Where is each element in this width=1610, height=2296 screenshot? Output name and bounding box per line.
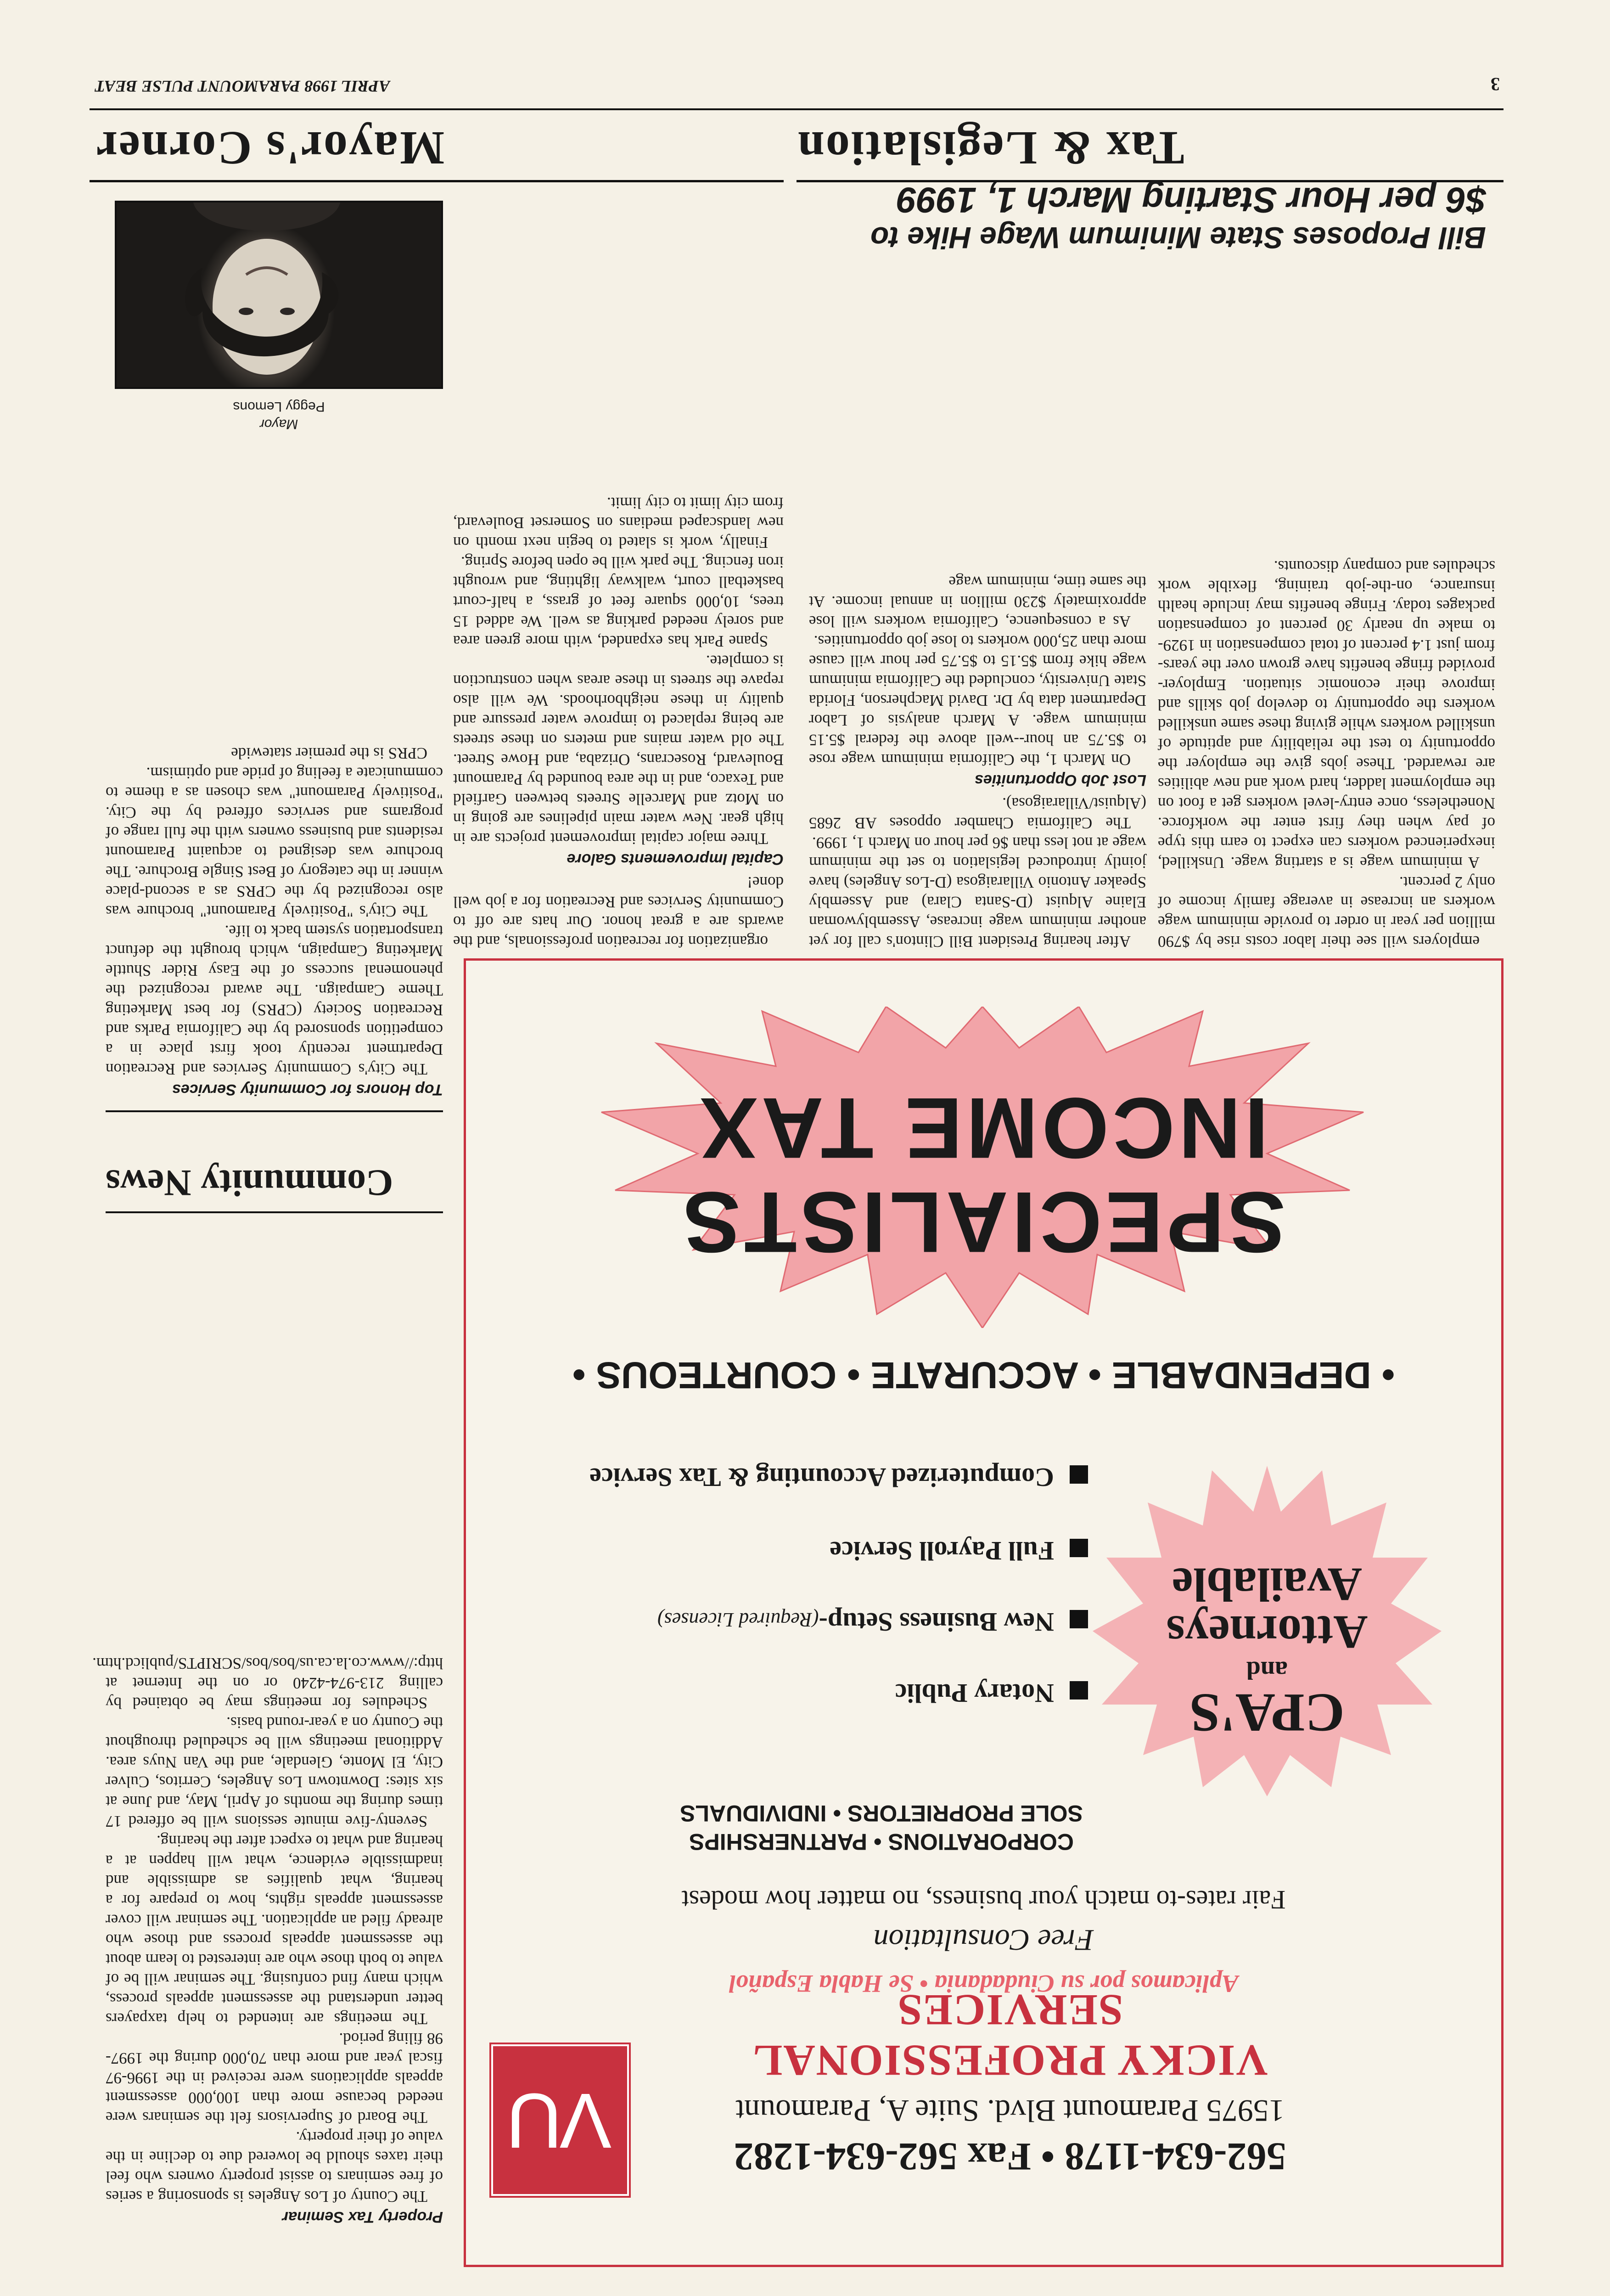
tax-column-2 [1158,557,1495,951]
page-number: 3 [1491,74,1500,95]
cpa-line-2: and [1246,1656,1288,1684]
clients-block [583,1799,1180,1856]
tax-section-title: Tax & Legislation [797,122,1184,174]
consultation-text: Free Consultation [873,1923,1094,1957]
tax-paragraph: After hearing President Bill Clinton's call for yet another minimum wage increase, Assemblywoman Elaine Alquist (D-Santa Clara) and Assembly Speaker Antonio Villaraigosa (D-Los Angeles) have jointly introduced legislation to set the minimum wage at not less than $6 per hour on March 1, 1999. [809,834,1146,951]
tax-paragraph: As a consequence, California workers will lose approximately $230 million in annual income. At the same time, minimum wage [809,573,1146,630]
mayor-caption-name: Peggy Lemons [233,399,325,414]
community-title-rule [106,1110,443,1112]
company-address: 15975 Paramount Blvd. Suite A, Paramount [735,2093,1285,2128]
community-kicker: Property Tax Seminar [282,2208,443,2226]
company-phone: 562-634-1178 • Fax 562-634-1282 [734,2135,1286,2179]
bullet-square-icon [1070,1539,1088,1557]
mayor-photo [115,201,443,389]
service-item: Computerized Accounting & Tax Service [589,1461,1088,1493]
mayor-kicker-capital: Capital Improvements Galore [567,850,784,868]
tagline: • DEPENDABLE • ACCURATE • COURTEOUS • [572,1354,1395,1396]
mayor-paragraph: Spane Park has expanded, with more green area and sorely needed parking as well. We added 15 trees, 10,000 square feet of grass, a half-court basketball court, walkway lighting, and wrought iron fencing. The park will be open before Spring. [453,553,784,650]
headline-specialists: SPECIALISTS [679,1174,1286,1271]
cpa-line-4: Available [1172,1558,1363,1611]
mayor-paragraph: CPRS is the premier statewide [231,744,427,762]
community-top-rule [106,1211,443,1213]
cpa-line-3: Attorneys [1166,1606,1368,1659]
mayor-paragraph: Finally, work is slated to begin next month on new landscaped medians on Somerset Boulevard, from city limit to city limit. [453,494,784,551]
bullet-square-icon [1070,1610,1088,1628]
mayor-paragraph: organization for recreation professionals, and the awards are a great honor. Our hats are off to Community Services and Recreation for a job well done! [453,873,784,951]
tax-paragraph: On March 1, the California minimum wage rose to $5.75 an hour--well above the federal $5.15 minimum wage. A March analysis of Labor Department data by Dr. David Macpherson, Florida State University, concluded the California minimum wage hike from $5.15 to $5.75 per hour will cause more than 25,000 workers to lose job opportunities. [809,632,1146,769]
community-paragraph: The County of Los Angeles is sponsoring a series of free seminars to assist property owners who feel their taxes should be lowered due to decline in the value of their property. [106,2128,443,2206]
tax-kicker: Lost Job Opportunities [975,771,1146,789]
community-paragraph: Seventy-five minute sessions will be offered 17 times during the months of April, May, and June at six sites: Downtown Los Angeles, Cerritos, Culver City, El Monte, Glendale, and the Van Nuys area. Additional meetings will be scheduled throughout the County on a year-round basis. [106,1714,443,1830]
headline-income-tax: INCOME TAX [696,1080,1269,1176]
service-item: New Business Setup-(Required Licenses) [657,1604,1088,1638]
mayor-paragraph: Three major capital improvement projects are in high gear. New water main pipelines are going in on Motz and Marcelle Streets between Garfield and Texaco, and in the area bounded by Paramount Boulevard, Rosecrans, Orizaba, and Howe Street. The old water mains and meters on these streets are being replaced to improve water pressure and quality in these neighborhoods. We will also repave the streets in these areas when construction is complete. [453,652,784,848]
mayor-kicker-honors: Top Honors for Community Services [172,1081,443,1098]
tax-column-1 [809,572,1146,951]
community-paragraph: The meetings are intended to help taxpayers better understand the assessment appeals process, which many find confusing. The seminar will be of value to both those who are interested to learn about the assessment appeals process and those who already filed an application. The seminar will cover assessment appeals rights, how to prepare for a hearing, what qualifies as admissible and inadmissible evidence, what will happen at a hearing and what to expect after the hearing. [106,1832,443,2028]
community-paragraph: The Board of Supervisors felt the seminars were needed because more than 100,000 assessment appeals applications were received in the 1996-97 fiscal year and more than 70,000 during the 1997-98 filing period. [106,2030,443,2127]
tax-paragraph: employers will see their labor costs rise by $790 million per year in order to provide minimum wage workers an increase in average family income of only 2 percent. [1158,873,1495,951]
tax-headline-line-1: Bill Proposes State Minimum Wage Hike to [870,221,1486,255]
cpa-text [1093,1558,1442,1744]
bullet-square-icon [1070,1681,1088,1699]
community-column [92,1654,443,2230]
rates-text: Fair rates-to match your business, no matter how modest [681,1885,1286,1915]
mayor-caption-title: Mayor [259,416,298,432]
company-name: VICKY PROFESSIONAL SERVICES [752,1986,1268,2085]
bullet-square-icon [1070,1465,1088,1484]
community-section-title: Community News [106,1162,393,1204]
mayor-photo-caption [115,398,443,433]
tax-headline [807,180,1486,256]
tax-paragraph: The California Chamber opposes AB 2685 (Alquist/Villaraigosa). [809,794,1146,832]
mayor-title-rule [90,180,784,182]
logo-box [491,2044,629,2196]
service-item: Full Payroll Service [830,1535,1088,1567]
mayor-paragraph: The City's Community Services and Recreation Department recently took first place in a competition sponsored by the California Parks and Recreation Society (CPRS) for best Marketing Theme Campaign. The award recognized the phenomenal success of the Easy Rider Shuttle Marketing Campaign, which brought the defunct transportation system back to life. [106,922,443,1078]
cpa-line-1: CPA'S [1189,1683,1345,1744]
mayor-column-1 [106,743,443,1103]
clients-line-2: SOLE PROPRIETORS • INDIVIDUALS [680,1801,1083,1826]
mayor-paragraph: The City's "Positively Paramount" brochure was also recognized by the CPRS as a second-place winner in the category of Best Single Brochure. The brochure was designed to acquaint Paramount residents and business owners with the full range of programs and services offered by the City. "Positively Paramount" was chosen as a theme to communicate a feeling of pride and optimism. [106,764,443,920]
mayor-column-2 [453,493,784,951]
tax-paragraph: A minimum wage is a starting wage. Unskilled, inexperienced workers can expect to earn this type of pay when they first enter the workforce. Nonetheless, once entry-level workers get a foot on the employment ladder, hard work and new abilities are rewarded. These jobs give the employer the opportunity to test the reliability and aptitude of unskilled workers while giving these same unskilled workers the opportunity to develop job skills and improve their economic situation. Employer-provided fringe benefits have grown over the years-from just 1.4 percent of total compensation in 1929-to make up nearly 30 percent of compensation packages today. Fringe benefits may include health insurance, on-the-job training, flexible work schedules and company discounts. [1158,557,1495,872]
tax-headline-line-2: $6 per Hour Starting March 1, 1999 [897,180,1486,220]
clients-line-1: CORPORATIONS • PARTNERSHIPS [689,1829,1074,1855]
spanish-text: Aplicamos por su Ciudadania • Se Habla Español [729,1970,1239,1998]
logo-letters: VU [508,2077,612,2164]
advertisement [464,958,1503,2267]
publication-line: APRIL 1998 PARAMOUNT PULSE BEAT [95,77,390,96]
community-paragraph: Schedules for meetings may be obtained by calling 213-974-4240 or on the Internet at http://www.co.la.ca.us/bos/bos/SCRIPTS/publicd.htm. [92,1654,443,1712]
mayor-portrait-icon [117,203,441,387]
header-rule [90,108,1503,110]
mayor-section-title: Mayor's Corner [95,122,445,174]
service-item: Notary Public [895,1677,1088,1709]
